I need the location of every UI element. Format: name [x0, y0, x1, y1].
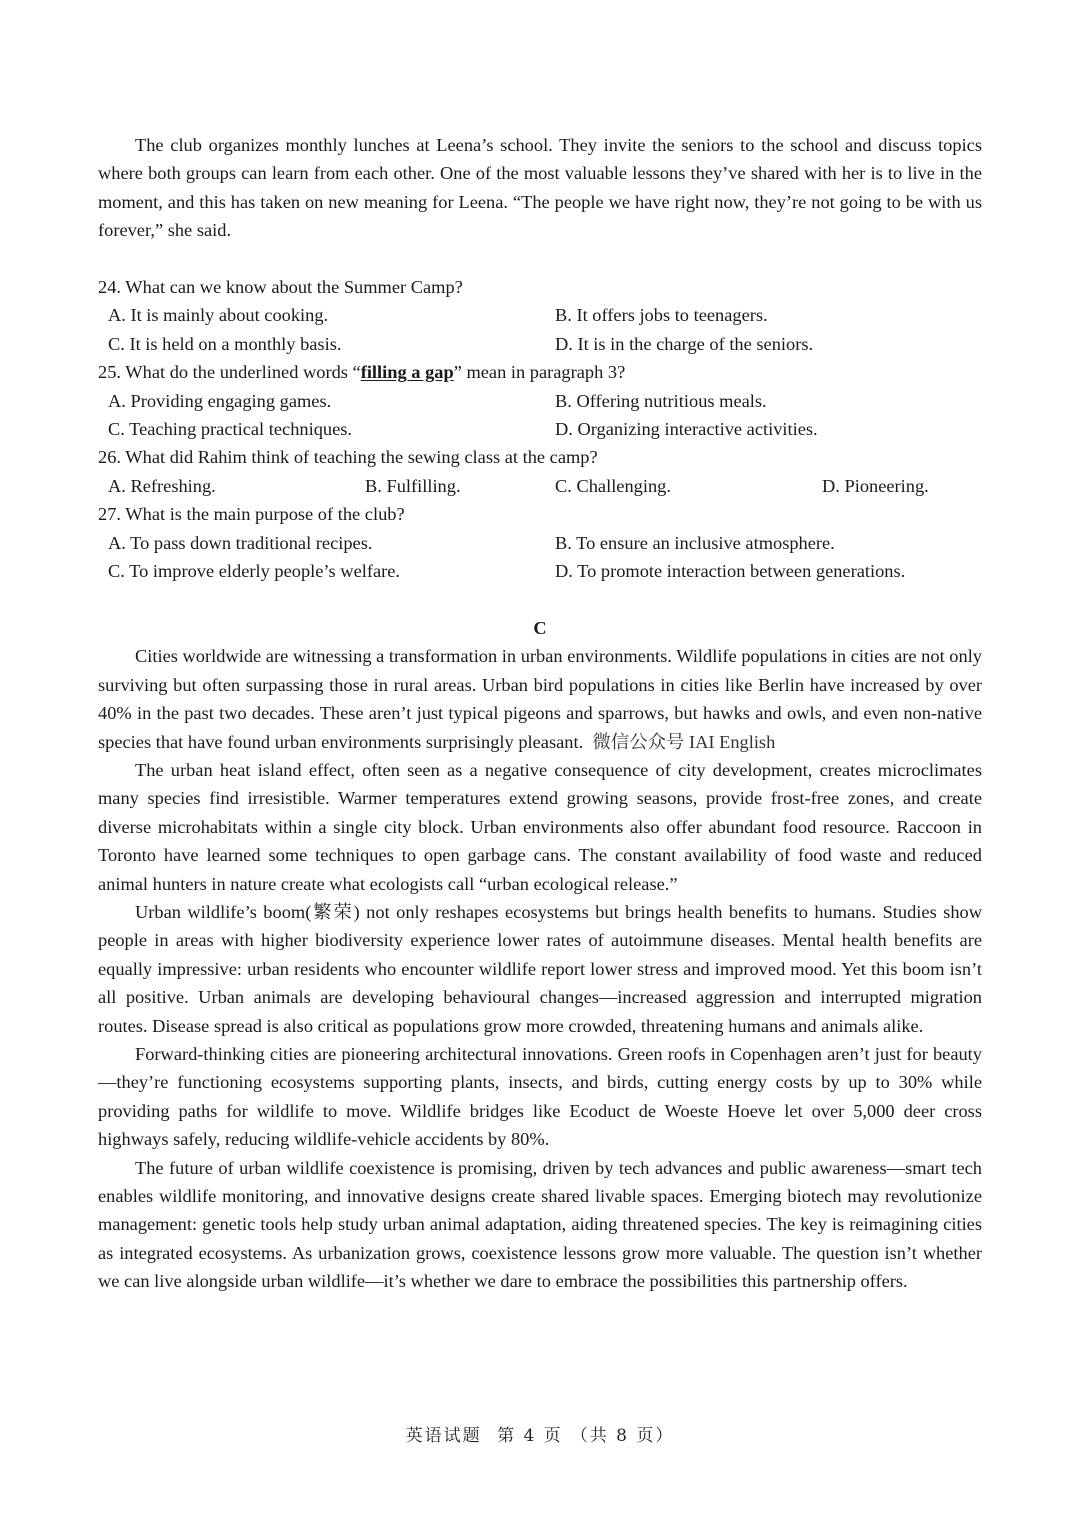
passage-c-paragraph-2: The urban heat island effect, often seen as a negative consequence of city development, creates microclimates many species find irresistible. Warmer temperatures extend growing seasons, provide frost-free zones, and create diverse microhabitats within a single city block. Urban environments also offer abundant food resource. Raccoon in Toronto have learned some techniques to open garbage cans. The constant availability of food waste and reduced animal hunters in nature create what ecologists call “urban ecological release.”	[98, 759, 982, 894]
question-stem: 24. What can we know about the Summer Camp?	[98, 277, 463, 298]
passage-c-paragraph-4: Forward-thinking cities are pioneering architectural innovations. Green roofs in Copenhagen aren’t just for beauty—they’re functioning ecosystems supporting plants, insects, and birds, cutting energy costs by up to 30% while providing paths for wildlife to move. Wildlife bridges like Ecoduct de Woeste Hoeve let over 5,000 deer cross highways safely, reducing wildlife-vehicle accidents by 80%.	[98, 1043, 982, 1150]
spacer	[98, 245, 982, 273]
option-d: D. To promote interaction between generations.	[555, 561, 906, 582]
options-list	[98, 387, 982, 444]
option-d: D. It is in the charge of the seniors.	[555, 333, 814, 354]
option-d: D. Organizing interactive activities.	[555, 419, 818, 440]
passage-c-paragraph-5: The future of urban wildlife coexistence is promising, driven by tech advances and public awareness—smart tech enables wildlife monitoring, and innovative designs create shared livable spaces. Emerging biotech may revolutionize management: genetic tools help study urban animal adaptation, aiding threatened species. The key is reimagining cities as integrated ecosystems. As urbanization grows, coexistence lessons grow more valuable. The question isn’t whether we can live alongside urban wildlife—it’s whether we dare to embrace the possibilities this partnership offers.	[98, 1157, 982, 1292]
option-c: C. It is held on a monthly basis.	[108, 333, 342, 354]
option-b: B. It offers jobs to teenagers.	[555, 305, 768, 326]
footer-total-pages: （共 8 页）	[570, 1426, 675, 1446]
section-title: C	[533, 617, 547, 638]
option-c: C. To improve elderly people’s welfare.	[108, 561, 401, 582]
watermark-text: 微信公众号 IAI English	[592, 731, 776, 752]
options-list	[98, 529, 982, 586]
option-a: A. To pass down traditional recipes.	[108, 532, 373, 553]
question-stem: 27. What is the main purpose of the club?	[98, 504, 405, 525]
footer-page-number: 第 4 页	[497, 1426, 563, 1446]
option-c: C. Challenging.	[555, 475, 671, 496]
passage-b-last-paragraph: The club organizes monthly lunches at Leena’s school. They invite the seniors to the school and discuss topics where both groups can learn from each other. One of the most valuable lessons they’ve shared with her is to live in the moment, and this has taken on new meaning for Leena. “The people we have right now, they’re not going to be with us forever,” she said.	[98, 135, 982, 241]
option-b: B. Fulfilling.	[365, 475, 461, 496]
passage-c-paragraph-1: Cities worldwide are witnessing a transformation in urban environments. Wildlife populations in cities are not only surviving but often surpassing those in rural areas. Urban bird populations in cities like Berlin have increased by over 40% in the past two decades. These aren’t just typical pigeons and sparrows, but hawks and owls, and even non-native species that have found urban environments surprisingly pleasant. 微信公众号 IAI English	[98, 646, 982, 752]
underlined-phrase: filling a gap	[360, 362, 454, 383]
question-24	[98, 273, 982, 358]
exam-page	[98, 131, 982, 1296]
footer-subject: 英语试题	[405, 1426, 482, 1446]
question-27	[98, 500, 982, 585]
question-stem: 25. What do the underlined words “filling a gap” mean in paragraph 3?	[98, 362, 626, 383]
option-c: C. Teaching practical techniques.	[108, 419, 352, 440]
question-26	[98, 443, 982, 500]
page-footer	[0, 1422, 1080, 1450]
spacer	[98, 585, 982, 613]
passage-c-paragraph-3: Urban wildlife’s boom(繁荣) not only reshapes ecosystems but brings health benefits to humans. Studies show people in areas with higher biodiversity experience lower rates of autoimmune diseases. Mental health benefits are equally impressive: urban residents who encounter wildlife report lower stress and improved mood. Yet this boom isn’t all positive. Urban animals are developing behavioural changes—increased aggression and interrupted migration routes. Disease spread is also critical as populations grow more crowded, threatening humans and animals alike.	[98, 901, 982, 1036]
option-a: A. Refreshing.	[108, 475, 216, 496]
options-list	[98, 301, 982, 358]
option-a: A. Providing engaging games.	[108, 390, 332, 411]
option-a: A. It is mainly about cooking.	[108, 305, 329, 326]
option-d: D. Pioneering.	[822, 475, 929, 496]
question-stem: 26. What did Rahim think of teaching the sewing class at the camp?	[98, 447, 598, 468]
options-list	[98, 472, 982, 500]
question-25	[98, 358, 982, 443]
option-b: B. Offering nutritious meals.	[555, 390, 767, 411]
option-b: B. To ensure an inclusive atmosphere.	[555, 532, 835, 553]
